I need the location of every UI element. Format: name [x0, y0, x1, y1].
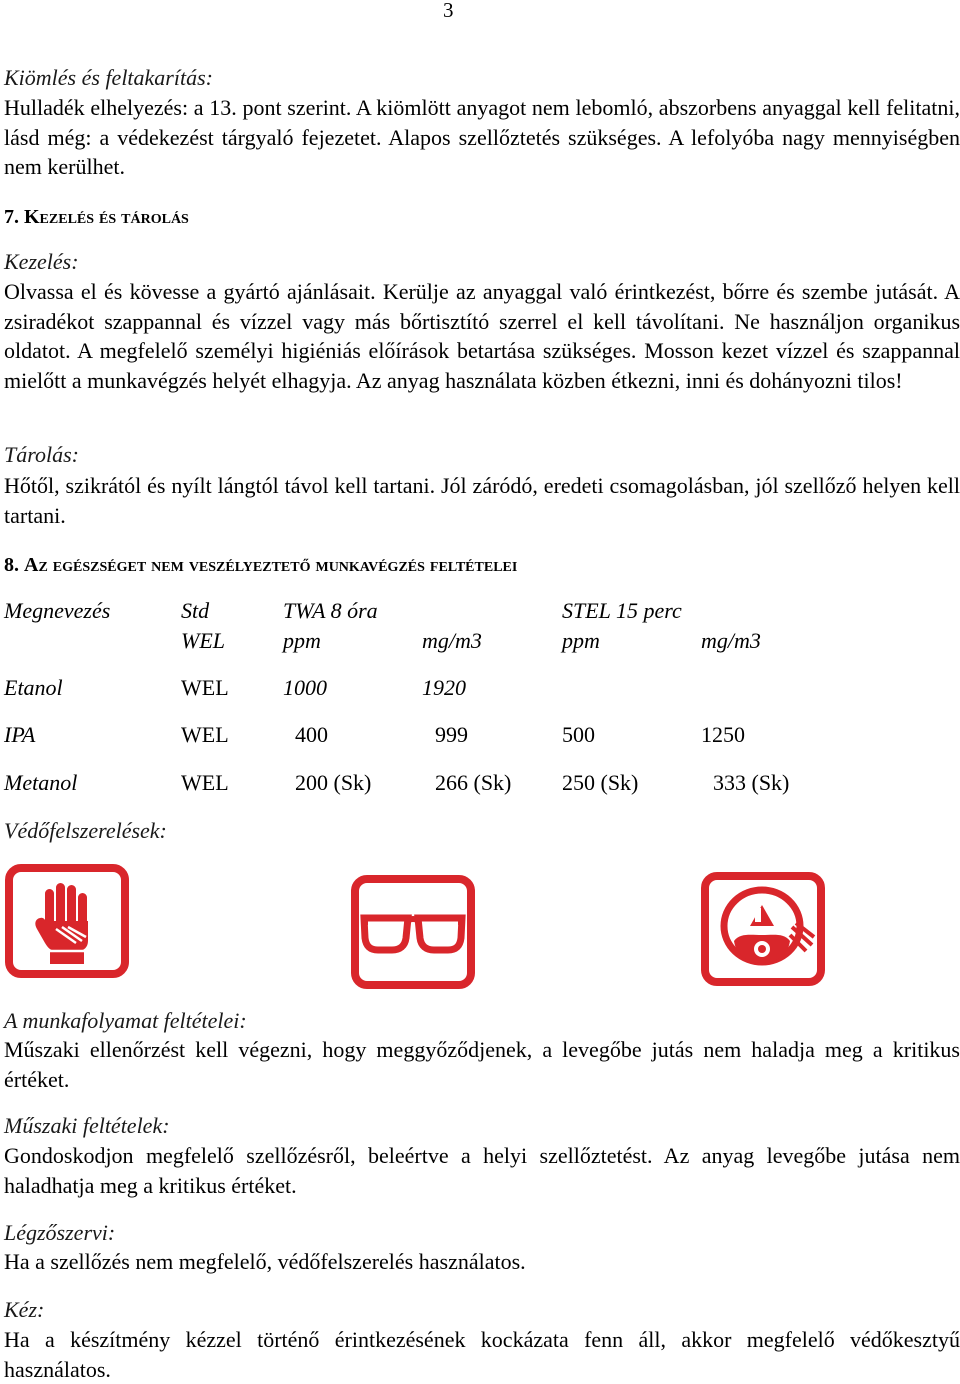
- handling-heading: Kezelés:: [4, 249, 79, 274]
- page-number: 3: [443, 0, 454, 22]
- handling-text: Olvassa el és kövesse a gyártó ajánlásait. Kerülje az anyaggal való érintkezést, bőrre és szembe jutását. A zsiradékot szappannal és vízzel vagy más bőrtisztító szerrel el kell távolítani. Ne használjon organikus oldatot. A megfelelő személyi higiéniás előírások betartása szükséges. Mosson kezet vízzel és szappannal mielőtt a munkavégzés helyét elhagyja. Az anyag használata közben étkezni, inni és dohányozni tilos!: [4, 279, 960, 393]
- col-subheader-twa-mg: mg/m3: [422, 628, 482, 653]
- table-cell-stel-mg: 333 (Sk): [713, 770, 790, 795]
- table-row-name: IPA: [4, 722, 36, 747]
- hand-text: Ha a készítmény kézzel történő érintkezésének kockázata fenn áll, akkor megfelelő védőkesztyű használatos.: [4, 1327, 960, 1382]
- col-subheader-stel-ppm: ppm: [562, 628, 600, 653]
- table-cell-std: WEL: [181, 675, 229, 700]
- table-cell-stel-ppm: 250 (Sk): [562, 770, 639, 795]
- col-header-name: Megnevezés: [4, 598, 111, 623]
- section-7-title-text: Kezelés és tárolás: [24, 206, 189, 228]
- table-cell-stel-ppm: 500: [562, 722, 595, 747]
- gloves-icon: [4, 863, 130, 979]
- exposure-limits-table: [4, 596, 960, 806]
- respiratory-heading: Légzőszervi:: [4, 1220, 116, 1245]
- storage-heading: Tárolás:: [4, 442, 79, 467]
- spill-text: Hulladék elhelyezés: a 13. pont szerint. A kiömlött anyagot nem lebomló, abszorbens anyaggal kell felitatni, lásd még: a védekezést tárgyaló fejezetet. Alapos szellőztetés szükséges. A lefolyóba nagy mennyiségben nem kerülhet.: [4, 95, 960, 180]
- table-cell-std: WEL: [181, 722, 229, 747]
- table-row-name: Etanol: [4, 675, 63, 700]
- col-header-twa: TWA 8 óra: [283, 598, 378, 623]
- table-cell-twa-mg: 266 (Sk): [435, 770, 512, 795]
- work-conditions-heading: A munkafolyamat feltételei:: [4, 1008, 247, 1033]
- respiratory-text: Ha a szellőzés nem megfelelő, védőfelszerelés használatos.: [4, 1249, 526, 1274]
- section-7-title: [4, 205, 960, 229]
- col-header-stel: STEL 15 perc: [562, 598, 682, 623]
- respirator-icon: [700, 871, 826, 987]
- section-8-number: 8.: [4, 554, 19, 576]
- col-header-std: Std: [181, 598, 210, 623]
- table-cell-twa-mg: 999: [435, 722, 468, 747]
- technical-heading: Műszaki feltételek:: [4, 1113, 170, 1138]
- table-cell-twa-ppm: 400: [295, 722, 328, 747]
- table-cell-twa-ppm: 200 (Sk): [295, 770, 372, 795]
- section-8-title-text: Az egészséget nem veszélyeztető munkavégzés feltételei: [24, 554, 518, 576]
- table-cell-std: WEL: [181, 770, 229, 795]
- section-8-title: [4, 553, 960, 577]
- work-conditions-text: Műszaki ellenőrzést kell végezni, hogy meggyőződjenek, a levegőbe jutás nem haladja meg a kritikus értéket.: [4, 1037, 960, 1092]
- goggles-icon: [350, 874, 476, 990]
- col-subheader-wel: WEL: [181, 628, 225, 653]
- technical-text: Gondoskodjon megfelelő szellőzésről, beleértve a helyi szellőztetést. Az anyag levegőbe jutása nem haladhatja meg a kritikus értéket.: [4, 1143, 960, 1198]
- table-cell-twa-ppm: 1000: [283, 675, 327, 700]
- section-7-number: 7.: [4, 206, 19, 228]
- table-row-name: Metanol: [4, 770, 78, 795]
- ppe-heading: Védőfelszerelések:: [4, 818, 167, 843]
- table-cell-stel-mg: 1250: [701, 722, 745, 747]
- col-subheader-stel-mg: mg/m3: [701, 628, 761, 653]
- storage-text: Hőtől, szikrától és nyílt lángtól távol kell tartani. Jól záródó, eredeti csomagolásban, jól szellőző helyen kell tartani.: [4, 473, 960, 528]
- hand-heading: Kéz:: [4, 1297, 45, 1322]
- col-subheader-twa-ppm: ppm: [283, 628, 321, 653]
- table-cell-twa-mg: 1920: [422, 675, 466, 700]
- spill-heading: Kiömlés és feltakarítás:: [4, 65, 213, 90]
